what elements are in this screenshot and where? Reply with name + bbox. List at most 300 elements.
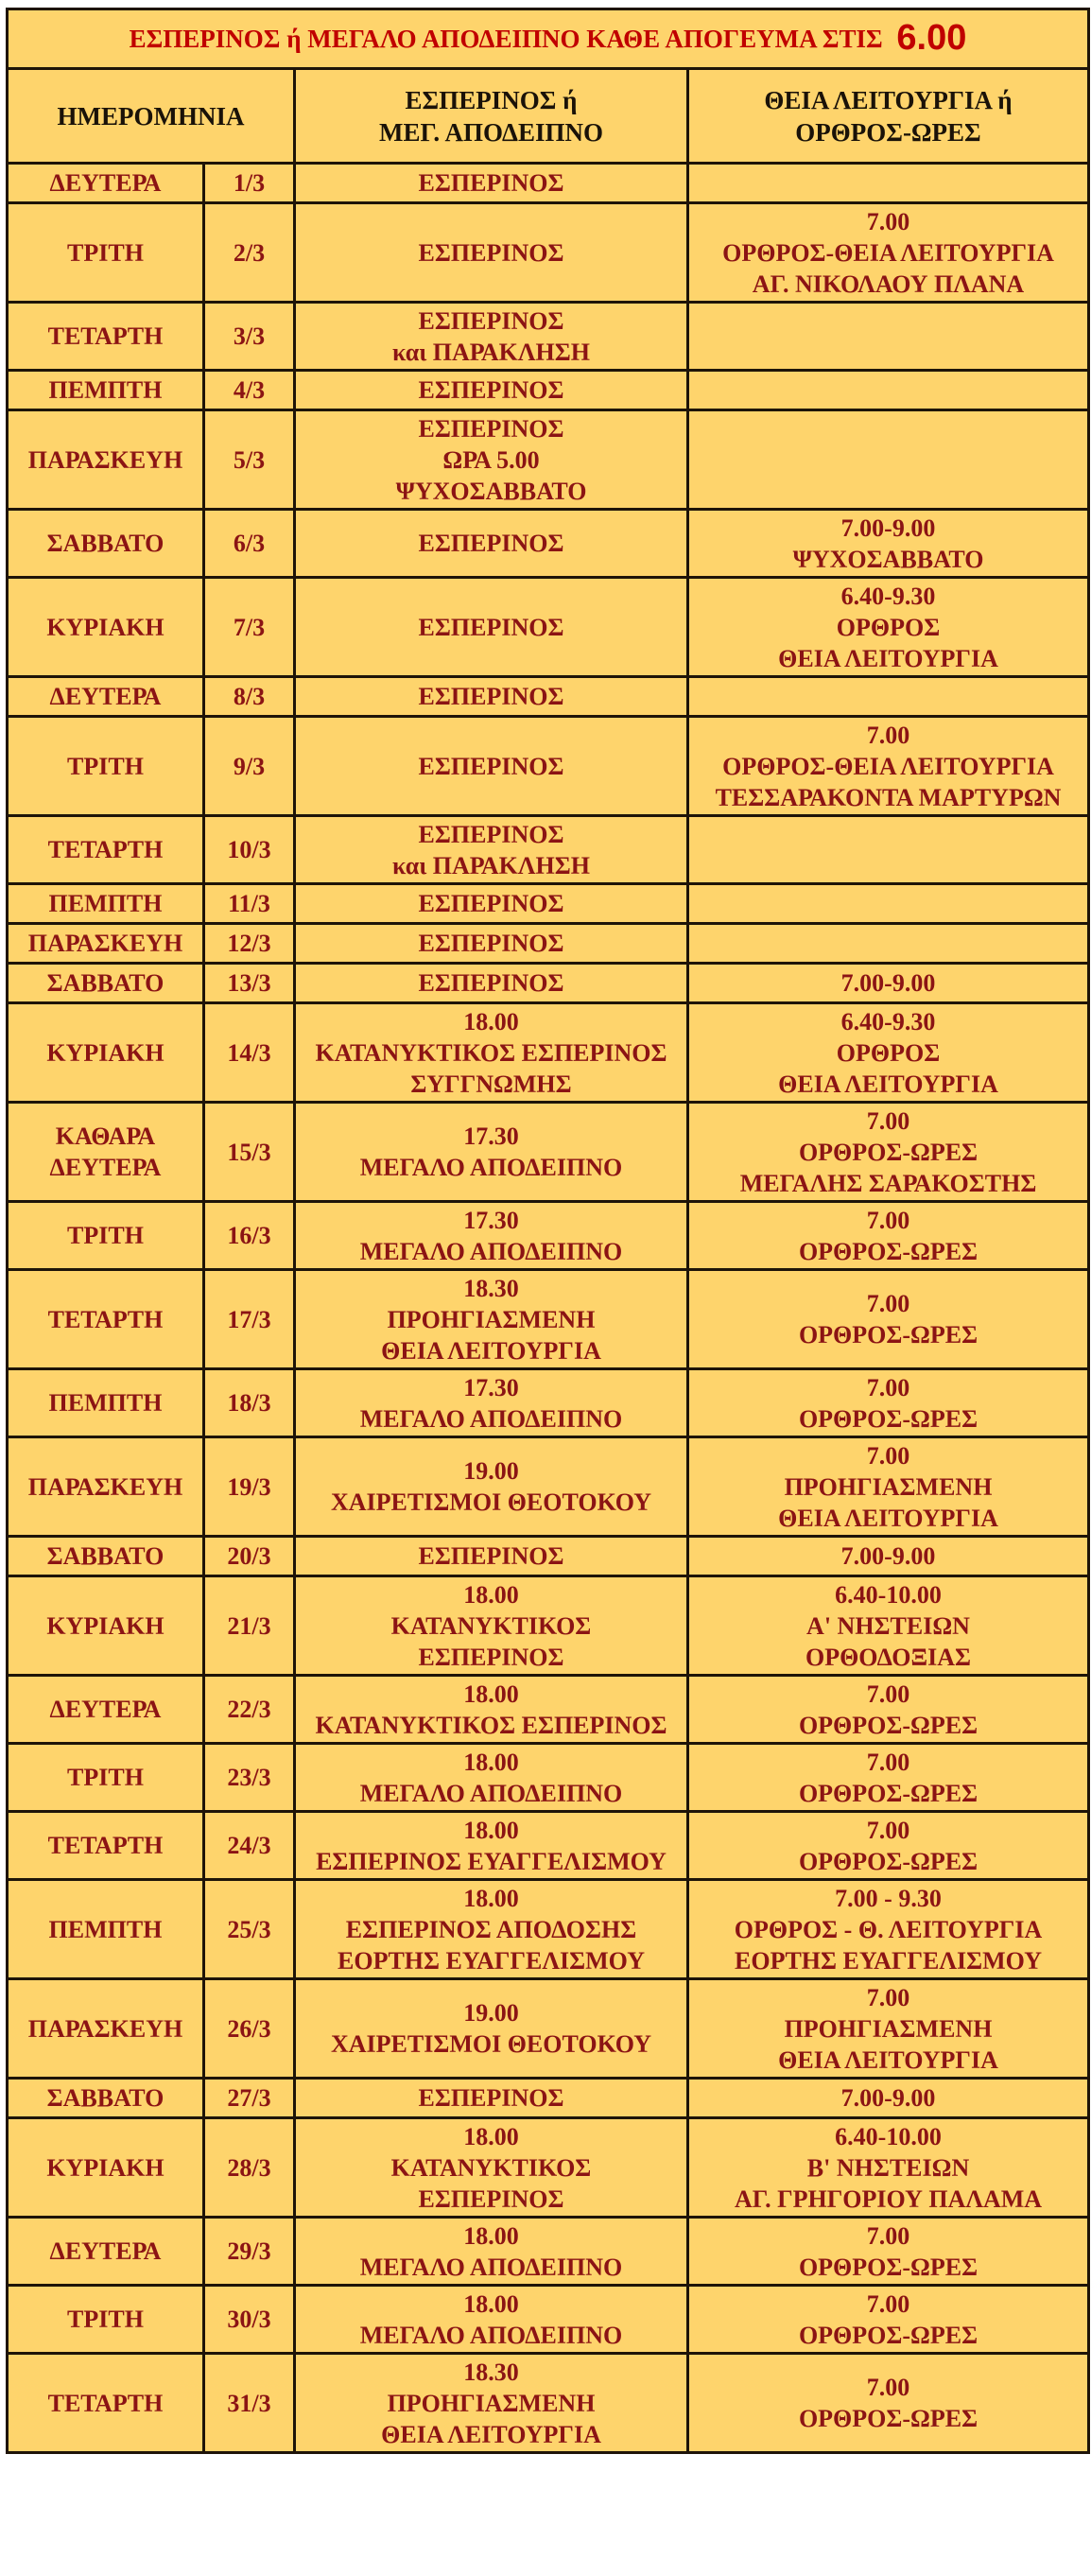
evening-cell-line: 17.30: [463, 1123, 519, 1150]
schedule-row: [8, 1537, 1089, 1576]
evening-cell-line: ΩΡΑ 5.00: [442, 445, 540, 474]
evening-cell-line: ΜΕΓΑΛΟ ΑΠΟΔΕΙΠΝΟ: [359, 1779, 623, 1807]
evening-cell-line: ΧΑΙΡΕΤΙΣΜΟΙ ΘΕΟΤΟΚΟΥ: [330, 2030, 652, 2058]
morning-cell-line: 7.00: [866, 1748, 910, 1776]
morning-cell: [688, 717, 1089, 816]
morning-cell-line: 7.00: [866, 2289, 910, 2318]
evening-cell-line: 18.00: [463, 2289, 519, 2318]
day-cell-line: ΔΕΥΤΕΡΑ: [49, 2237, 162, 2265]
morning-cell: [688, 2286, 1089, 2354]
morning-cell-line: ΟΡΘΡΟΣ - Θ. ΛΕΙΤΟΥΡΓΙΑ: [734, 1915, 1043, 1943]
morning-cell-line: 7.00-9.00: [840, 969, 936, 997]
morning-cell-line: ΜΕΓΑΛΗΣ ΣΑΡΑΚΟΣΤΗΣ: [739, 1169, 1037, 1197]
date-cell: 25/3: [204, 1880, 295, 1979]
day-cell-line: ΚΑΘΑΡΑ: [55, 1123, 156, 1150]
date-cell: 14/3: [204, 1003, 295, 1103]
day-cell-line: ΠΑΡΑΣΚΕΥΗ: [27, 930, 183, 957]
evening-cell-line: ΕΣΠΕΡΙΝΟΣ: [418, 890, 564, 917]
evening-cell-line: ΚΑΤΑΝΥΚΤΙΚΟΣ ΕΣΠΕΡΙΝΟΣ: [315, 1711, 667, 1739]
date-cell: 9/3: [204, 717, 295, 816]
morning-cell: [688, 2079, 1089, 2118]
evening-cell: [295, 2118, 688, 2218]
morning-cell: [688, 924, 1089, 964]
schedule-row: [8, 677, 1089, 717]
evening-cell: [295, 964, 688, 1003]
date-cell: 27/3: [204, 2079, 295, 2118]
evening-cell-line: ΣΥΓΓΝΩΜΗΣ: [410, 1070, 572, 1098]
evening-cell-line: ΜΕΓΑΛΟ ΑΠΟΔΕΙΠΝΟ: [359, 1404, 623, 1433]
title-time: 6.00: [896, 18, 967, 58]
date-cell: 26/3: [204, 1979, 295, 2079]
morning-cell: [688, 1744, 1089, 1812]
day-cell-line: ΤΡΙΤΗ: [67, 1764, 144, 1791]
schedule-table: [6, 8, 1090, 2454]
schedule-row: [8, 816, 1089, 884]
day-cell: [8, 884, 204, 924]
date-cell: 16/3: [204, 1202, 295, 1270]
evening-cell-line: 18.00: [463, 1680, 519, 1708]
morning-cell: [688, 1880, 1089, 1979]
morning-cell: [688, 410, 1089, 510]
morning-cell: [688, 2218, 1089, 2286]
morning-cell-line: ΨΥΧΟΣΑΒΒΑΤΟ: [792, 545, 984, 573]
date-cell: 7/3: [204, 578, 295, 677]
header-morning: [688, 69, 1089, 164]
schedule-row: [8, 717, 1089, 816]
morning-cell: [688, 203, 1089, 303]
morning-cell-line: ΟΡΘΡΟΣ-ΩΡΕΣ: [798, 1321, 978, 1349]
evening-cell-line: ΘΕΙΑ ΛΕΙΤΟΥΡΓΙΑ: [381, 2420, 601, 2448]
day-cell-line: ΣΑΒΒΑΤΟ: [46, 2084, 165, 2112]
evening-cell-line: ΠΡΟΗΓΙΑΣΜΕΝΗ: [387, 1305, 596, 1333]
header-evening-line: ΕΣΠΕΡΙΝΟΣ ή: [405, 85, 578, 114]
day-cell: [8, 924, 204, 964]
evening-cell-line: 18.30: [463, 2358, 519, 2386]
morning-cell-line: ΘΕΙΑ ΛΕΙΤΟΥΡΓΙΑ: [778, 2045, 998, 2074]
day-cell: [8, 2218, 204, 2286]
date-cell: 11/3: [204, 884, 295, 924]
day-cell: [8, 1880, 204, 1979]
morning-cell: [688, 510, 1089, 578]
schedule-row: [8, 164, 1089, 203]
day-cell: [8, 1676, 204, 1744]
morning-cell: [688, 1103, 1089, 1202]
evening-cell: [295, 2079, 688, 2118]
schedule-row: [8, 2079, 1089, 2118]
day-cell-line: ΠΕΜΠΤΗ: [48, 890, 163, 917]
morning-cell: [688, 1576, 1089, 1676]
schedule-row: [8, 884, 1089, 924]
schedule-row: [8, 1437, 1089, 1537]
schedule-row: [8, 1979, 1089, 2079]
date-cell: 22/3: [204, 1676, 295, 1744]
header-morning-line: ΟΡΘΡΟΣ-ΩΡΕΣ: [795, 117, 981, 147]
day-cell-line: ΤΡΙΤΗ: [67, 752, 144, 780]
morning-cell: [688, 884, 1089, 924]
morning-cell-line: 7.00: [866, 207, 910, 235]
evening-cell-line: και ΠΑΡΑΚΛΗΣΗ: [392, 851, 590, 879]
morning-cell-line: 7.00-9.00: [840, 2084, 936, 2112]
evening-cell: [295, 1979, 688, 2079]
morning-cell-line: ΤΕΣΣΑΡΑΚΟΝΤΑ ΜΑΡΤΥΡΩΝ: [715, 783, 1062, 811]
evening-cell: [295, 1744, 688, 1812]
morning-cell-line: ΟΡΘΡΟΣ-ΩΡΕΣ: [798, 2405, 978, 2432]
date-cell: 10/3: [204, 816, 295, 884]
morning-cell-line: 7.00: [866, 1373, 910, 1401]
evening-cell-line: ΕΣΠΕΡΙΝΟΣ: [418, 414, 564, 443]
date-cell: 8/3: [204, 677, 295, 717]
schedule-row: [8, 1676, 1089, 1744]
date-cell: 5/3: [204, 410, 295, 510]
evening-cell-line: ΕΣΠΕΡΙΝΟΣ: [418, 930, 564, 957]
header-date: ΗΜΕΡΟΜΗΝΙΑ: [8, 69, 295, 164]
morning-cell-line: ΟΡΘΡΟΣ: [836, 613, 941, 641]
evening-cell-line: ΕΣΠΕΡΙΝΟΣ: [418, 530, 564, 557]
date-cell: 24/3: [204, 1812, 295, 1880]
morning-cell-line: ΟΡΘΡΟΣ-ΘΕΙΑ ΛΕΙΤΟΥΡΓΙΑ: [722, 752, 1054, 780]
day-cell-line: ΔΕΥΤΕΡΑ: [49, 169, 162, 197]
evening-cell: [295, 816, 688, 884]
morning-cell: [688, 1812, 1089, 1880]
evening-cell: [295, 1437, 688, 1537]
evening-cell-line: ΕΣΠΕΡΙΝΟΣ: [418, 683, 564, 710]
day-cell-line: ΣΑΒΒΑΤΟ: [46, 969, 165, 997]
morning-cell: [688, 1270, 1089, 1369]
morning-cell-line: 7.00: [866, 1816, 910, 1844]
evening-cell: [295, 2286, 688, 2354]
date-cell: 3/3: [204, 303, 295, 371]
evening-cell-line: ΠΡΟΗΓΙΑΣΜΕΝΗ: [387, 2389, 596, 2417]
evening-cell: [295, 1202, 688, 1270]
morning-cell-line: 7.00: [866, 2374, 910, 2401]
evening-cell: [295, 1537, 688, 1576]
evening-cell-line: ΕΣΠΕΡΙΝΟΣ: [418, 238, 564, 267]
morning-cell-line: ΑΓ. ΓΡΗΓΟΡΙΟΥ ΠΑΛΑΜΑ: [734, 2184, 1043, 2213]
day-cell: [8, 164, 204, 203]
morning-cell-line: ΟΡΘΡΟΣ-ΩΡΕΣ: [798, 2253, 978, 2281]
schedule-sheet: [6, 8, 1087, 2454]
schedule-row: [8, 1202, 1089, 1270]
evening-cell-line: ΕΣΠΕΡΙΝΟΣ ΕΥΑΓΓΕΛΙΣΜΟΥ: [316, 1847, 667, 1875]
schedule-row: [8, 578, 1089, 677]
date-cell: 21/3: [204, 1576, 295, 1676]
morning-cell-line: ΠΡΟΗΓΙΑΣΜΕΝΗ: [784, 1472, 993, 1501]
schedule-row: [8, 303, 1089, 371]
morning-cell: [688, 1537, 1089, 1576]
day-cell-line: ΚΥΡΙΑΚΗ: [46, 1038, 165, 1067]
evening-cell-line: 17.30: [463, 1373, 519, 1401]
day-cell-line: ΤΕΤΑΡΤΗ: [47, 1305, 164, 1333]
day-cell-line: ΤΡΙΤΗ: [67, 1222, 144, 1249]
morning-cell: [688, 1202, 1089, 1270]
evening-cell-line: ΜΕΓΑΛΟ ΑΠΟΔΕΙΠΝΟ: [359, 2321, 623, 2349]
morning-cell: [688, 816, 1089, 884]
day-cell-line: ΠΑΡΑΣΚΕΥΗ: [27, 445, 183, 474]
date-cell: 13/3: [204, 964, 295, 1003]
day-cell: [8, 303, 204, 371]
date-cell: 1/3: [204, 164, 295, 203]
morning-cell-line: ΑΓ. ΝΙΚΟΛΑΟΥ ΠΛΑΝΑ: [752, 270, 1025, 298]
evening-cell-line: ΕΣΠΕΡΙΝΟΣ: [418, 306, 564, 335]
day-cell-line: ΤΕΤΑΡΤΗ: [47, 1832, 164, 1859]
title-row: [8, 9, 1089, 69]
day-cell-line: ΤΕΤΑΡΤΗ: [47, 322, 164, 350]
morning-cell-line: 7.00: [866, 2221, 910, 2250]
evening-cell-line: ΕΣΠΕΡΙΝΟΣ: [418, 613, 564, 641]
date-cell: 29/3: [204, 2218, 295, 2286]
schedule-row: [8, 2286, 1089, 2354]
schedule-row: [8, 510, 1089, 578]
schedule-row: [8, 1812, 1089, 1880]
evening-cell: [295, 1676, 688, 1744]
morning-cell-line: ΠΡΟΗΓΙΑΣΜΕΝΗ: [784, 2014, 993, 2043]
morning-cell-line: 7.00: [866, 1441, 910, 1470]
day-cell: [8, 2118, 204, 2218]
morning-cell-line: 6.40-9.30: [840, 582, 936, 610]
morning-cell: [688, 164, 1089, 203]
evening-cell-line: ΕΣΠΕΡΙΝΟΣ: [418, 969, 564, 997]
date-cell: 30/3: [204, 2286, 295, 2354]
evening-cell: [295, 1270, 688, 1369]
header-morning-line: ΘΕΙΑ ΛΕΙΤΟΥΡΓΙΑ ή: [764, 85, 1013, 114]
evening-cell-line: 18.00: [463, 1748, 519, 1776]
evening-cell-line: ΕΣΠΕΡΙΝΟΣ: [418, 2084, 564, 2112]
morning-cell-line: 7.00-9.00: [840, 1542, 936, 1570]
morning-cell-line: 6.40-10.00: [835, 1580, 942, 1609]
schedule-row: [8, 1103, 1089, 1202]
morning-cell: [688, 1979, 1089, 2079]
morning-cell-line: 7.00 - 9.30: [835, 1884, 942, 1912]
morning-cell-line: ΟΡΘΡΟΣ-ΩΡΕΣ: [798, 1847, 978, 1875]
date-cell: 2/3: [204, 203, 295, 303]
day-cell: [8, 677, 204, 717]
evening-cell: [295, 1369, 688, 1437]
evening-cell-line: 18.00: [463, 1007, 519, 1036]
date-cell: 23/3: [204, 1744, 295, 1812]
evening-cell-line: ΨΥΧΟΣΑΒΒΑΤΟ: [395, 477, 587, 505]
evening-cell-line: 18.00: [463, 1884, 519, 1912]
evening-cell: [295, 203, 688, 303]
evening-cell: [295, 1812, 688, 1880]
day-cell: [8, 816, 204, 884]
morning-cell: [688, 1676, 1089, 1744]
day-cell: [8, 1202, 204, 1270]
morning-cell-line: 7.00: [866, 1680, 910, 1708]
evening-cell-line: 18.00: [463, 1580, 519, 1609]
date-cell: 31/3: [204, 2354, 295, 2453]
day-cell-line: ΔΕΥΤΕΡΑ: [49, 1154, 162, 1181]
day-cell-line: ΔΕΥΤΕΡΑ: [49, 1696, 162, 1723]
day-cell: [8, 203, 204, 303]
evening-cell-line: ΕΣΠΕΡΙΝΟΣ: [418, 376, 564, 404]
day-cell: [8, 1576, 204, 1676]
day-cell: [8, 410, 204, 510]
schedule-row: [8, 1369, 1089, 1437]
morning-cell: [688, 2354, 1089, 2453]
evening-cell: [295, 303, 688, 371]
evening-cell: [295, 924, 688, 964]
evening-cell: [295, 371, 688, 410]
date-cell: 20/3: [204, 1537, 295, 1576]
morning-cell-line: ΘΕΙΑ ΛΕΙΤΟΥΡΓΙΑ: [778, 1070, 998, 1098]
evening-cell-line: ΕΣΠΕΡΙΝΟΣ: [418, 1643, 564, 1671]
date-cell: 18/3: [204, 1369, 295, 1437]
header-evening: [295, 69, 688, 164]
day-cell-line: ΤΡΙΤΗ: [67, 238, 144, 267]
day-cell-line: ΠΑΡΑΣΚΕΥΗ: [27, 2014, 183, 2043]
header-row: [8, 69, 1089, 164]
schedule-row: [8, 1744, 1089, 1812]
evening-cell-line: 17.30: [463, 1206, 519, 1234]
day-cell: [8, 1369, 204, 1437]
day-cell: [8, 510, 204, 578]
schedule-row: [8, 964, 1089, 1003]
evening-cell-line: 18.30: [463, 1274, 519, 1302]
evening-cell-line: ΜΕΓΑΛΟ ΑΠΟΔΕΙΠΝΟ: [359, 1237, 623, 1265]
morning-cell-line: 6.40-10.00: [835, 2122, 942, 2150]
morning-cell-line: ΟΡΘΡΟΣ-ΩΡΕΣ: [798, 2321, 978, 2349]
day-cell: [8, 1537, 204, 1576]
evening-cell-line: ΕΣΠΕΡΙΝΟΣ: [418, 1542, 564, 1570]
day-cell: [8, 1270, 204, 1369]
morning-cell-line: ΟΡΘΡΟΣ-ΩΡΕΣ: [798, 1138, 978, 1166]
evening-cell-line: 19.00: [463, 1457, 519, 1485]
date-cell: 17/3: [204, 1270, 295, 1369]
morning-cell-line: Α' ΝΗΣΤΕΙΩΝ: [806, 1611, 970, 1640]
title-text: ΕΣΠΕΡΙΝΟΣ ή ΜΕΓΑΛΟ ΑΠΟΔΕΙΠΝΟ ΚΑΘΕ ΑΠΟΓΕΥΜΑ ΣΤΙΣ: [129, 25, 883, 53]
date-cell: 28/3: [204, 2118, 295, 2218]
evening-cell-line: ΜΕΓΑΛΟ ΑΠΟΔΕΙΠΝΟ: [359, 1154, 623, 1181]
evening-cell: [295, 677, 688, 717]
day-cell-line: ΤΕΤΑΡΤΗ: [47, 2389, 164, 2417]
evening-cell: [295, 1576, 688, 1676]
day-cell-line: ΤΕΤΑΡΤΗ: [47, 836, 164, 863]
day-cell-line: ΔΕΥΤΕΡΑ: [49, 683, 162, 710]
morning-cell-line: ΟΡΘΡΟΣ-ΘΕΙΑ ΛΕΙΤΟΥΡΓΙΑ: [722, 238, 1054, 267]
morning-cell-line: ΕΟΡΤΗΣ ΕΥΑΓΓΕΛΙΣΜΟΥ: [735, 1946, 1042, 1975]
morning-cell-line: ΘΕΙΑ ΛΕΙΤΟΥΡΓΙΑ: [778, 1504, 998, 1532]
morning-cell: [688, 1437, 1089, 1537]
morning-cell: [688, 303, 1089, 371]
day-cell: [8, 1979, 204, 2079]
morning-cell-line: 7.00: [866, 1206, 910, 1234]
evening-cell-line: ΚΑΤΑΝΥΚΤΙΚΟΣ ΕΣΠΕΡΙΝΟΣ: [315, 1038, 667, 1067]
schedule-row: [8, 924, 1089, 964]
morning-cell-line: ΟΡΘΡΟΣ-ΩΡΕΣ: [798, 1779, 978, 1807]
day-cell: [8, 1103, 204, 1202]
evening-cell-line: ΜΕΓΑΛΟ ΑΠΟΔΕΙΠΝΟ: [359, 2253, 623, 2281]
morning-cell-line: 7.00: [866, 721, 910, 749]
evening-cell-line: ΘΕΙΑ ΛΕΙΤΟΥΡΓΙΑ: [381, 1336, 601, 1365]
day-cell: [8, 371, 204, 410]
page-title: [8, 9, 1089, 69]
date-cell: 12/3: [204, 924, 295, 964]
evening-cell-line: 18.00: [463, 2122, 519, 2150]
schedule-row: [8, 2218, 1089, 2286]
morning-cell-line: ΟΡΘΡΟΣ: [836, 1038, 941, 1067]
day-cell-line: ΠΕΜΠΤΗ: [48, 376, 163, 404]
date-cell: 15/3: [204, 1103, 295, 1202]
morning-cell-line: 6.40-9.30: [840, 1007, 936, 1036]
schedule-row: [8, 1880, 1089, 1979]
morning-cell: [688, 1003, 1089, 1103]
day-cell-line: ΠΕΜΠΤΗ: [48, 1389, 163, 1417]
morning-cell-line: ΘΕΙΑ ΛΕΙΤΟΥΡΓΙΑ: [778, 644, 998, 672]
morning-cell: [688, 371, 1089, 410]
evening-cell: [295, 410, 688, 510]
morning-cell: [688, 1369, 1089, 1437]
schedule-row: [8, 1270, 1089, 1369]
evening-cell-line: ΕΣΠΕΡΙΝΟΣ ΑΠΟΔΟΣΗΣ: [345, 1915, 637, 1943]
day-cell: [8, 717, 204, 816]
day-cell-line: ΠΑΡΑΣΚΕΥΗ: [27, 1472, 183, 1501]
evening-cell-line: 18.00: [463, 2221, 519, 2250]
evening-cell-line: ΚΑΤΑΝΥΚΤΙΚΟΣ: [390, 1611, 592, 1640]
evening-cell-line: ΧΑΙΡΕΤΙΣΜΟΙ ΘΕΟΤΟΚΟΥ: [330, 1488, 652, 1516]
morning-cell-line: ΟΡΘΡΟΣ-ΩΡΕΣ: [798, 1711, 978, 1739]
day-cell: [8, 1744, 204, 1812]
morning-cell-line: ΟΡΘΡΟΣ-ΩΡΕΣ: [798, 1237, 978, 1265]
evening-cell: [295, 164, 688, 203]
schedule-row: [8, 2118, 1089, 2218]
morning-cell-line: Β' ΝΗΣΤΕΙΩΝ: [806, 2153, 970, 2182]
evening-cell-line: ΕΣΠΕΡΙΝΟΣ: [418, 2184, 564, 2213]
evening-cell: [295, 510, 688, 578]
evening-cell: [295, 1880, 688, 1979]
schedule-row: [8, 203, 1089, 303]
day-cell-line: ΚΥΡΙΑΚΗ: [46, 1611, 165, 1640]
day-cell: [8, 2354, 204, 2453]
evening-cell: [295, 1003, 688, 1103]
day-cell: [8, 1003, 204, 1103]
schedule-row: [8, 1003, 1089, 1103]
day-cell-line: ΣΑΒΒΑΤΟ: [46, 530, 165, 557]
morning-cell-line: ΟΡΘΟΔΟΞΙΑΣ: [805, 1643, 972, 1671]
evening-cell-line: 18.00: [463, 1816, 519, 1844]
day-cell-line: ΠΕΜΠΤΗ: [48, 1915, 163, 1943]
morning-cell-line: 7.00: [866, 1290, 910, 1317]
day-cell: [8, 1812, 204, 1880]
day-cell: [8, 578, 204, 677]
evening-cell: [295, 2354, 688, 2453]
schedule-row: [8, 2354, 1089, 2453]
header-evening-line: ΜΕΓ. ΑΠΟΔΕΙΠΝΟ: [379, 117, 603, 147]
morning-cell: [688, 964, 1089, 1003]
date-cell: 19/3: [204, 1437, 295, 1537]
day-cell: [8, 964, 204, 1003]
date-cell: 6/3: [204, 510, 295, 578]
morning-cell: [688, 578, 1089, 677]
day-cell-line: ΣΑΒΒΑΤΟ: [46, 1542, 165, 1570]
evening-cell-line: ΕΣΠΕΡΙΝΟΣ: [418, 752, 564, 780]
evening-cell-line: ΕΣΠΕΡΙΝΟΣ: [418, 820, 564, 848]
morning-cell: [688, 2118, 1089, 2218]
day-cell-line: ΚΥΡΙΑΚΗ: [46, 613, 165, 641]
morning-cell-line: ΟΡΘΡΟΣ-ΩΡΕΣ: [798, 1404, 978, 1433]
morning-cell-line: 7.00-9.00: [840, 513, 936, 542]
evening-cell-line: ΕΟΡΤΗΣ ΕΥΑΓΓΕΛΙΣΜΟΥ: [338, 1946, 645, 1975]
evening-cell-line: και ΠΑΡΑΚΛΗΣΗ: [392, 338, 590, 366]
day-cell-line: ΚΥΡΙΑΚΗ: [46, 2153, 165, 2182]
schedule-row: [8, 410, 1089, 510]
day-cell-line: ΤΡΙΤΗ: [67, 2306, 144, 2333]
day-cell: [8, 2286, 204, 2354]
evening-cell: [295, 2218, 688, 2286]
day-cell: [8, 2079, 204, 2118]
schedule-row: [8, 371, 1089, 410]
date-cell: 4/3: [204, 371, 295, 410]
schedule-row: [8, 1576, 1089, 1676]
